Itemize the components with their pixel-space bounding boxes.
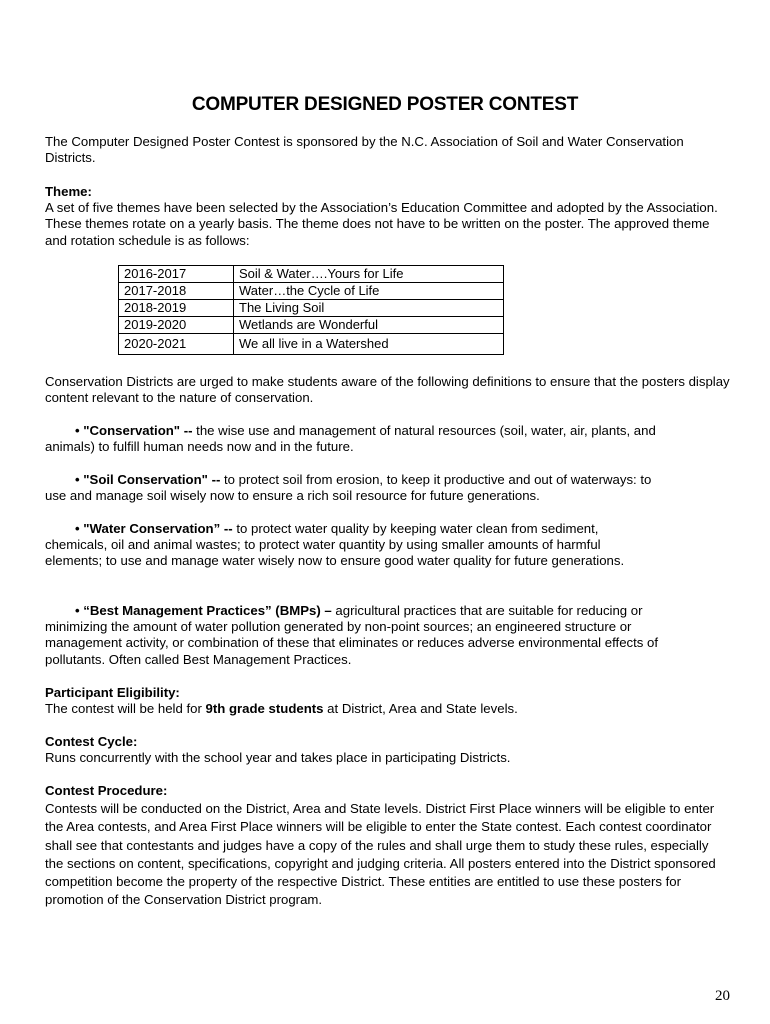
eligibility-section (45, 685, 735, 717)
definition-text: to protect water quality by keeping water clean from sediment, chemicals, oil and animal wastes; to protect water quantity by using smaller amounts of harmful elements; to use and manage water wisely now to ensure good water quality for future generations. (45, 521, 625, 569)
cycle-text: Runs concurrently with the school year and takes place in participating Districts. (45, 750, 511, 766)
page-title: COMPUTER DESIGNED POSTER CONTEST (191, 94, 579, 115)
theme-cell: Soil & Water….Yours for Life (234, 266, 504, 283)
year-cell: 2019-2020 (119, 317, 234, 334)
eligibility-grade: 9th grade students (205, 701, 324, 717)
table-row (119, 300, 504, 317)
procedure-section (45, 782, 729, 909)
procedure-heading: Contest Procedure: (45, 783, 168, 798)
table-row (119, 317, 504, 334)
definition-bmps (45, 603, 685, 668)
theme-schedule-table (118, 265, 504, 355)
year-cell: 2017-2018 (119, 283, 234, 300)
theme-cell: Wetlands are Wonderful (234, 317, 504, 334)
intro-paragraph: The Computer Designed Poster Contest is sponsored by the N.C. Association of Soil and Water Conservation Districts. (45, 134, 684, 166)
definition-text: agricultural practices that are suitable for reducing or minimizing the amount of water pollution generated by non-point sources; an engineered structure or management activity, or combination of these that eliminates or reduces adverse environmental effects of pollutants. Often called Best Management Practices. (45, 603, 659, 667)
definition-conservation (45, 423, 665, 455)
theme-section (45, 184, 735, 249)
definition-soil-conservation (45, 472, 671, 504)
eligibility-heading: Participant Eligibility: (45, 685, 180, 700)
theme-text: A set of five themes have been selected by the Association’s Education Committee and adopted by the Association. These themes rotate on a yearly basis. The theme does not have to be written on the poster. The approved theme and rotation schedule is as follows: (45, 200, 718, 248)
definition-text: to protect soil from erosion, to keep it productive and out of waterways: to use and manage soil wisely now to ensure a rich soil resource for future generations. (45, 472, 652, 504)
definition-term: • "Conservation" -- (75, 423, 193, 438)
table-row (119, 283, 504, 300)
table-row (119, 334, 504, 355)
cycle-section (45, 734, 735, 766)
year-cell: 2016-2017 (119, 266, 234, 283)
year-cell: 2018-2019 (119, 300, 234, 317)
theme-cell: We all live in a Watershed (234, 334, 504, 355)
year-cell: 2020-2021 (119, 334, 234, 355)
definition-term: • "Soil Conservation" -- (75, 472, 221, 487)
page-number: 20 (715, 988, 730, 1004)
definition-term: • "Water Conservation” -- (75, 521, 233, 536)
eligibility-text: The contest will be held for (45, 701, 206, 717)
definition-water-conservation (45, 521, 645, 570)
procedure-text: Contests will be conducted on the District, Area and State levels. District First Place winners will be eligible to enter the Area contests, and Area First Place winners will be eligible to enter the State contest. Each contest coordinator shall see that contestants and judges have a copy of the rules and shall urge them to study these rules, especially the sections on content, specifications, copyright and judging criteria. All posters entered into the District sponsored competition become the property of the respective District. These entities are entitled to use these posters for promotion of the Conservation District program. (45, 801, 716, 908)
theme-cell: The Living Soil (234, 300, 504, 317)
eligibility-text-end: at District, Area and State levels. (323, 701, 518, 717)
definition-term: • “Best Management Practices” (BMPs) – (75, 603, 332, 618)
definition-text: the wise use and management of natural resources (soil, water, air, plants, and animals) to fulfill human needs now and in the future. (45, 423, 656, 455)
theme-cell: Water…the Cycle of Life (234, 283, 504, 300)
cycle-heading: Contest Cycle: (45, 734, 138, 749)
table-row (119, 266, 504, 283)
definitions-intro: Conservation Districts are urged to make students aware of the following definitions to ensure that the posters display content relevant to the nature of conservation. (45, 374, 730, 406)
theme-heading: Theme: (45, 184, 92, 199)
